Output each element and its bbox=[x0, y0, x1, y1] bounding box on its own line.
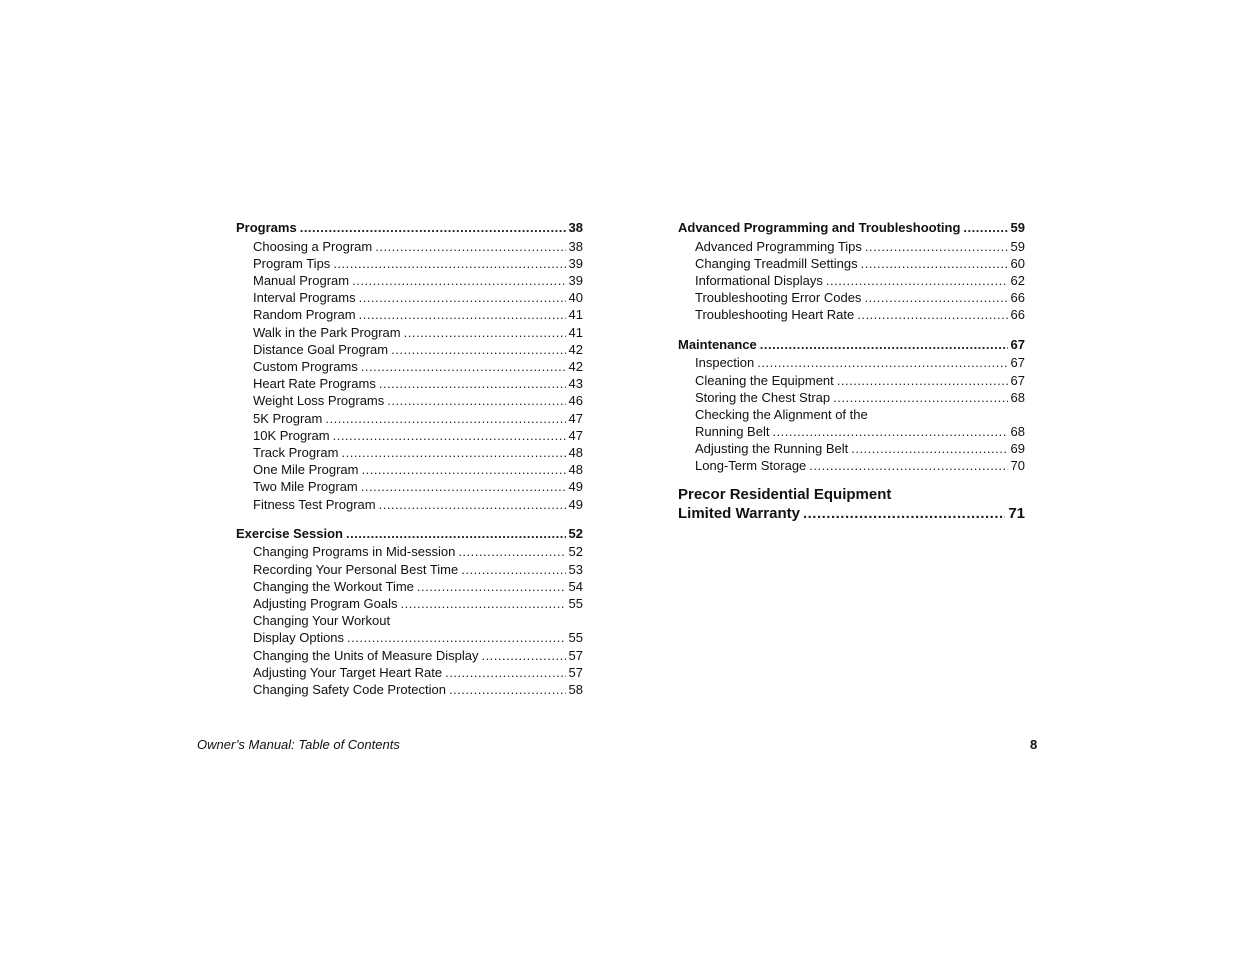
toc-entry-title: Troubleshooting Heart Rate bbox=[695, 307, 855, 323]
toc-entry-title: Informational Displays bbox=[695, 273, 823, 289]
toc-section-title: Exercise Session bbox=[236, 525, 343, 541]
toc-right-column bbox=[678, 219, 1025, 523]
toc-entry-page: 48 bbox=[568, 462, 583, 478]
toc-leader-dots bbox=[401, 595, 566, 612]
toc-leader-dots bbox=[359, 289, 566, 306]
toc-exercise-list bbox=[236, 543, 583, 698]
toc-entry-page: 69 bbox=[1010, 441, 1025, 457]
toc-section-exercise-session[interactable] bbox=[236, 525, 583, 542]
toc-entry-title: Recording Your Personal Best Time bbox=[253, 561, 459, 577]
toc-entry-page: 60 bbox=[1010, 255, 1025, 271]
toc-leader-dots bbox=[375, 238, 565, 255]
toc-entry[interactable] bbox=[236, 410, 583, 427]
toc-entry-page: 68 bbox=[1010, 389, 1025, 405]
toc-entry[interactable] bbox=[236, 578, 583, 595]
toc-entry-page: 41 bbox=[568, 324, 583, 340]
toc-leader-dots bbox=[352, 272, 565, 289]
toc-entry[interactable] bbox=[236, 496, 583, 513]
toc-entry-title: Changing Programs in Mid-session bbox=[253, 544, 456, 560]
toc-entry-page: 67 bbox=[1010, 372, 1025, 388]
toc-entry-page: 55 bbox=[568, 595, 583, 611]
toc-entry-title: Manual Program bbox=[253, 273, 350, 289]
toc-leader-dots bbox=[826, 272, 1008, 289]
toc-leader-dots bbox=[359, 306, 566, 323]
toc-leader-dots bbox=[417, 578, 566, 595]
toc-entry-page: 49 bbox=[568, 479, 583, 495]
toc-section-page: 71 bbox=[1008, 504, 1025, 522]
toc-entry-title: Two Mile Program bbox=[253, 479, 358, 495]
toc-leader-dots bbox=[757, 354, 1007, 371]
toc-section-page: 59 bbox=[1010, 220, 1025, 235]
toc-entry[interactable] bbox=[236, 543, 583, 560]
toc-entry-title: Walk in the Park Program bbox=[253, 324, 401, 340]
toc-entry[interactable] bbox=[236, 341, 583, 358]
toc-entry-title: One Mile Program bbox=[253, 462, 359, 478]
toc-entry-title: Adjusting Your Target Heart Rate bbox=[253, 664, 443, 680]
toc-leader-dots bbox=[803, 504, 1005, 523]
toc-leader-dots bbox=[300, 219, 566, 236]
toc-leader-dots bbox=[851, 440, 1007, 457]
toc-entry[interactable] bbox=[236, 647, 583, 664]
toc-entry-page: 48 bbox=[568, 444, 583, 460]
toc-entry-page: 42 bbox=[568, 341, 583, 357]
toc-entry-title: Weight Loss Programs bbox=[253, 393, 385, 409]
toc-leader-dots bbox=[361, 461, 565, 478]
toc-entry[interactable] bbox=[236, 375, 583, 392]
toc-leader-dots bbox=[361, 358, 566, 375]
toc-entry-page: 58 bbox=[568, 681, 583, 697]
toc-entry[interactable] bbox=[236, 664, 583, 681]
toc-leader-dots bbox=[837, 372, 1008, 389]
toc-entry-page: 39 bbox=[568, 273, 583, 289]
toc-entry[interactable] bbox=[678, 255, 1025, 272]
toc-leader-dots bbox=[445, 664, 565, 681]
toc-entry-page: 55 bbox=[568, 630, 583, 646]
toc-entry-title: Changing Your Workout bbox=[253, 613, 391, 629]
toc-entry-page: 62 bbox=[1010, 273, 1025, 289]
toc-section-page: 52 bbox=[568, 525, 583, 541]
toc-entry-page: 40 bbox=[568, 290, 583, 306]
toc-left-column bbox=[236, 219, 583, 698]
toc-leader-dots bbox=[461, 561, 565, 578]
toc-entry[interactable] bbox=[236, 255, 583, 272]
toc-leader-dots bbox=[387, 392, 565, 409]
toc-entry-page: 67 bbox=[1010, 355, 1025, 371]
toc-entry[interactable] bbox=[236, 595, 583, 612]
toc-entry-page: 38 bbox=[568, 238, 583, 254]
toc-entry-page: 42 bbox=[568, 359, 583, 374]
toc-entry[interactable] bbox=[236, 612, 583, 629]
toc-leader-dots bbox=[809, 457, 1007, 474]
toc-entry-page: 47 bbox=[568, 410, 583, 426]
toc-entry[interactable] bbox=[236, 238, 583, 255]
toc-leader-dots bbox=[481, 647, 565, 664]
toc-entry[interactable] bbox=[678, 372, 1025, 389]
toc-section-advanced[interactable] bbox=[678, 219, 1025, 236]
toc-leader-dots bbox=[361, 478, 566, 495]
toc-entry[interactable] bbox=[236, 272, 583, 289]
toc-entry-page: 54 bbox=[568, 578, 583, 594]
toc-entry[interactable] bbox=[678, 389, 1025, 406]
toc-entry-title: Changing Safety Code Protection bbox=[253, 681, 446, 697]
toc-entry[interactable] bbox=[236, 444, 583, 461]
toc-section-page: 67 bbox=[1010, 336, 1025, 352]
toc-entry-title: Distance Goal Program bbox=[253, 341, 389, 357]
toc-entry-page: 68 bbox=[1010, 424, 1025, 440]
toc-advanced-list bbox=[678, 238, 1025, 324]
toc-leader-dots bbox=[760, 336, 1008, 353]
toc-entry-title: Adjusting Program Goals bbox=[253, 595, 398, 611]
toc-leader-dots bbox=[833, 389, 1007, 406]
toc-entry-title: Changing Treadmill Settings bbox=[695, 255, 858, 271]
toc-entry[interactable] bbox=[678, 272, 1025, 289]
toc-entry[interactable] bbox=[678, 423, 1025, 440]
toc-leader-dots bbox=[333, 255, 565, 272]
toc-entry-title: Advanced Programming Tips bbox=[695, 238, 862, 254]
toc-maintenance-list bbox=[678, 354, 1025, 474]
toc-leader-dots bbox=[346, 525, 566, 542]
toc-leader-dots bbox=[864, 289, 1007, 306]
toc-leader-dots bbox=[391, 341, 565, 358]
toc-entry[interactable] bbox=[678, 306, 1025, 323]
toc-entry-title: Track Program bbox=[253, 444, 339, 460]
toc-entry-page: 57 bbox=[568, 647, 583, 663]
toc-entry-title: Cleaning the Equipment bbox=[695, 372, 834, 388]
toc-leader-dots bbox=[347, 629, 565, 646]
toc-entry[interactable] bbox=[678, 440, 1025, 457]
toc-entry-page: 59 bbox=[1010, 238, 1025, 254]
toc-entry-title: 5K Program bbox=[253, 410, 323, 426]
toc-entry-page: 53 bbox=[568, 561, 583, 577]
toc-leader-dots bbox=[325, 410, 565, 427]
toc-section-maintenance[interactable] bbox=[678, 336, 1025, 353]
footer-title: Owner’s Manual: Table of Contents bbox=[197, 737, 400, 752]
toc-entry[interactable] bbox=[236, 461, 583, 478]
toc-entry-title: Changing the Units of Measure Display bbox=[253, 647, 479, 663]
toc-entry-title: 10K Program bbox=[253, 427, 330, 443]
toc-entry[interactable] bbox=[236, 289, 583, 306]
toc-entry-page: 66 bbox=[1010, 307, 1025, 323]
toc-entry-title: Checking the Alignment of the bbox=[695, 406, 868, 422]
toc-entry-title: Interval Programs bbox=[253, 290, 356, 306]
toc-entry[interactable] bbox=[236, 324, 583, 341]
toc-entry[interactable] bbox=[236, 681, 583, 698]
toc-entry[interactable] bbox=[236, 478, 583, 495]
toc-section-warranty[interactable] bbox=[678, 504, 1025, 523]
toc-section-title: Advanced Programming and Troubleshooting bbox=[678, 220, 961, 235]
toc-entry-title: Adjusting the Running Belt bbox=[695, 441, 849, 457]
toc-entry-title: Custom Programs bbox=[253, 359, 358, 374]
toc-leader-dots bbox=[449, 681, 566, 698]
toc-section-programs[interactable] bbox=[236, 219, 583, 236]
toc-entry-title: Storing the Chest Strap bbox=[695, 389, 831, 405]
toc-leader-dots bbox=[857, 306, 1007, 323]
toc-entry[interactable] bbox=[236, 629, 583, 646]
toc-entry-title: Program Tips bbox=[253, 255, 331, 271]
toc-entry[interactable] bbox=[678, 238, 1025, 255]
toc-leader-dots bbox=[865, 238, 1008, 255]
toc-entry-page: 66 bbox=[1010, 290, 1025, 306]
toc-entry-title: Display Options bbox=[253, 630, 345, 646]
toc-entry[interactable] bbox=[236, 306, 583, 323]
toc-leader-dots bbox=[379, 496, 566, 513]
toc-leader-dots bbox=[861, 255, 1008, 272]
toc-entry-page: 52 bbox=[568, 544, 583, 560]
toc-entry-page: 70 bbox=[1010, 458, 1025, 474]
toc-section-title: Programs bbox=[236, 220, 297, 235]
toc-leader-dots bbox=[379, 375, 566, 392]
toc-entry-title: Fitness Test Program bbox=[253, 496, 376, 512]
toc-entry[interactable] bbox=[236, 358, 583, 375]
toc-section-title: Maintenance bbox=[678, 336, 757, 352]
toc-entry[interactable] bbox=[236, 561, 583, 578]
toc-entry-title: Choosing a Program bbox=[253, 238, 373, 254]
toc-entry-page: 57 bbox=[568, 664, 583, 680]
toc-entry-title: Long-Term Storage bbox=[695, 458, 807, 474]
toc-entry[interactable] bbox=[678, 354, 1025, 371]
toc-leader-dots bbox=[963, 219, 1007, 236]
toc-entry-page: 43 bbox=[568, 376, 583, 392]
toc-entry[interactable] bbox=[678, 457, 1025, 474]
toc-entry-title: Heart Rate Programs bbox=[253, 376, 376, 392]
toc-entry-title: Troubleshooting Error Codes bbox=[695, 290, 862, 306]
toc-leader-dots bbox=[341, 444, 565, 461]
toc-entry[interactable] bbox=[236, 427, 583, 444]
toc-entry-page: 46 bbox=[568, 393, 583, 409]
toc-entry-title: Random Program bbox=[253, 307, 356, 323]
toc-leader-dots bbox=[772, 423, 1007, 440]
toc-entry-title: Changing the Workout Time bbox=[253, 578, 414, 594]
toc-entry-title: Running Belt bbox=[695, 424, 770, 440]
toc-leader-dots bbox=[333, 427, 566, 444]
toc-entry[interactable] bbox=[678, 289, 1025, 306]
toc-entry-title: Inspection bbox=[695, 355, 755, 371]
toc-section-page: 38 bbox=[568, 220, 583, 235]
page-number: 8 bbox=[1030, 737, 1038, 752]
toc-warranty-line1[interactable]: Precor Residential Equipment bbox=[678, 485, 892, 503]
toc-entry[interactable] bbox=[678, 406, 1025, 423]
toc-entry-page: 47 bbox=[568, 427, 583, 443]
toc-programs-list bbox=[236, 238, 583, 513]
toc-section-title: Limited Warranty bbox=[678, 504, 800, 522]
toc-leader-dots bbox=[458, 543, 565, 560]
toc-entry[interactable] bbox=[236, 392, 583, 409]
toc-entry-page: 49 bbox=[568, 496, 583, 512]
toc-entry-page: 39 bbox=[568, 255, 583, 271]
toc-leader-dots bbox=[404, 324, 566, 341]
toc-entry-page: 41 bbox=[568, 307, 583, 323]
